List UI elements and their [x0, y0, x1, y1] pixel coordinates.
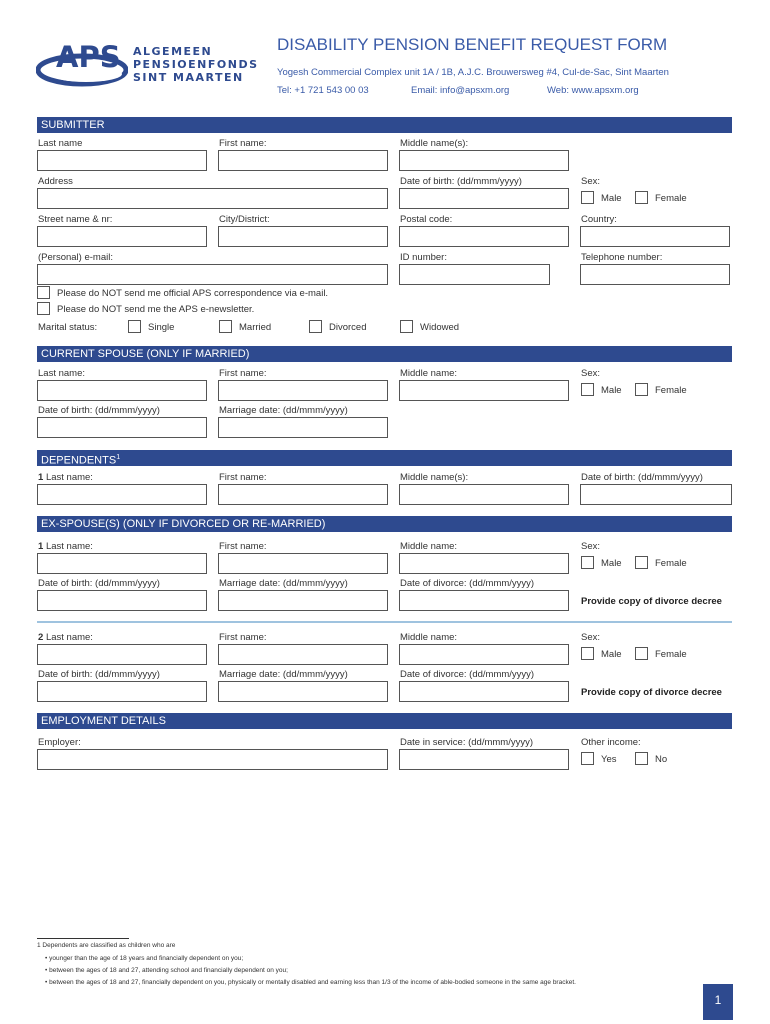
no-newsletter-checkbox[interactable]: [37, 302, 50, 315]
dependent-number: 1: [38, 472, 44, 483]
ex2-male-label: Male: [601, 649, 622, 660]
logo-letters: APS: [56, 40, 121, 74]
dependents-footnote-marker: 1: [116, 454, 121, 461]
submitter-country-label: Country:: [581, 214, 617, 225]
submitter-email-input[interactable]: [37, 264, 388, 285]
ex2-middle-name-input[interactable]: [399, 644, 569, 665]
ex2-dob-label: Date of birth: (dd/mmm/yyyy): [38, 669, 160, 680]
ex2-first-name-label: First name:: [219, 632, 267, 643]
submitter-female-checkbox[interactable]: [635, 191, 648, 204]
org-name: [133, 45, 259, 84]
dependent-first-name-label: First name:: [219, 472, 267, 483]
spouse-middle-name-label: Middle name:: [400, 368, 458, 379]
no-newsletter-label: Please do NOT send me the APS e-newsletter.: [57, 304, 255, 315]
submitter-address-input[interactable]: [37, 188, 388, 209]
dependent-last-name-input[interactable]: [37, 484, 207, 505]
submitter-first-name-input[interactable]: [218, 150, 388, 171]
spouse-last-name-input[interactable]: [37, 380, 207, 401]
ex1-marriage-date-input[interactable]: [218, 590, 388, 611]
ex2-female-label: Female: [655, 649, 687, 660]
section-header-current-spouse: CURRENT SPOUSE (ONLY IF MARRIED): [37, 346, 732, 362]
ex2-divorce-date-input[interactable]: [399, 681, 569, 702]
submitter-middle-names-label: Middle name(s):: [400, 138, 469, 149]
spouse-first-name-input[interactable]: [218, 380, 388, 401]
marital-divorced-label: Divorced: [329, 322, 367, 333]
submitter-street-input[interactable]: [37, 226, 207, 247]
ex1-divorce-date-label: Date of divorce: (dd/mmm/yyyy): [400, 578, 535, 589]
aps-logo: [36, 38, 128, 90]
submitter-address-label: Address: [38, 176, 73, 187]
submitter-email-label: (Personal) e-mail:: [38, 252, 113, 263]
ex2-number: 2: [38, 632, 44, 643]
spouse-female-checkbox[interactable]: [635, 383, 648, 396]
org-telephone: Tel: +1 721 543 00 03: [277, 85, 369, 96]
submitter-telephone-input[interactable]: [580, 264, 730, 285]
ex1-first-name-label: First name:: [219, 541, 267, 552]
submitter-female-label: Female: [655, 193, 687, 204]
dependent-last-name-label: [38, 472, 93, 483]
ex1-divorce-decree-note: Provide copy of divorce decree: [581, 596, 722, 607]
spouse-male-label: Male: [601, 385, 622, 396]
date-in-service-input[interactable]: [399, 749, 569, 770]
page-number-badge: [703, 984, 733, 1020]
submitter-male-checkbox[interactable]: [581, 191, 594, 204]
submitter-city-input[interactable]: [218, 226, 388, 247]
section-header-submitter: SUBMITTER: [37, 117, 732, 133]
submitter-last-name-label: Last name: [38, 138, 83, 149]
org-email[interactable]: Email: info@apsxm.org: [411, 85, 510, 96]
marital-divorced-checkbox[interactable]: [309, 320, 322, 333]
other-income-no-label: No: [655, 754, 668, 765]
ex1-last-name-label: [38, 541, 93, 552]
section-header-employment: EMPLOYMENT DETAILS: [37, 713, 732, 729]
submitter-street-label: Street name & nr:: [38, 214, 113, 225]
submitter-country-input[interactable]: [580, 226, 730, 247]
ex2-sex-label: Sex:: [581, 632, 601, 643]
marital-status-label: Marital status:: [38, 322, 98, 333]
marital-widowed-checkbox[interactable]: [400, 320, 413, 333]
ex1-divorce-date-input[interactable]: [399, 590, 569, 611]
spouse-first-name-label: First name:: [219, 368, 267, 379]
ex1-dob-label: Date of birth: (dd/mmm/yyyy): [38, 578, 160, 589]
footnote-item-2: • between the ages of 18 and 27, attending school and financially dependent on you;: [45, 967, 288, 974]
dependent-middle-names-label: Middle name(s):: [400, 472, 469, 483]
submitter-id-label: ID number:: [400, 252, 447, 263]
ex1-middle-name-label: Middle name:: [400, 541, 458, 552]
submitter-id-input[interactable]: [399, 264, 550, 285]
section-header-ex-spouses: EX-SPOUSE(S) (ONLY IF DIVORCED OR RE-MARRIED): [37, 516, 732, 532]
submitter-first-name-label: First name:: [219, 138, 267, 149]
spouse-marriage-date-label: Marriage date: (dd/mmm/yyyy): [219, 405, 348, 416]
submitter-city-label: City/District:: [219, 214, 270, 225]
org-address: Yogesh Commercial Complex unit 1A / 1B, A.J.C. Brouwersweg #4, Cul-de-Sac, Sint Maarten: [277, 67, 669, 78]
spouse-middle-name-input[interactable]: [399, 380, 569, 401]
ex1-sex-label: Sex:: [581, 541, 601, 552]
footnote-rule: [37, 938, 129, 939]
submitter-last-name-input[interactable]: [37, 150, 207, 171]
ex-spouse-divider: [37, 621, 732, 623]
spouse-marriage-date-input[interactable]: [218, 417, 388, 438]
ex1-male-label: Male: [601, 558, 622, 569]
marital-single-checkbox[interactable]: [128, 320, 141, 333]
ex1-last-name-input[interactable]: [37, 553, 207, 574]
ex1-male-checkbox[interactable]: [581, 556, 594, 569]
marital-widowed-label: Widowed: [420, 322, 460, 333]
ex2-middle-name-label: Middle name:: [400, 632, 458, 643]
dependent-last-name-text: Last name:: [45, 472, 93, 483]
org-website[interactable]: Web: www.apsxm.org: [547, 85, 639, 96]
spouse-last-name-label: Last name:: [38, 368, 85, 379]
employer-input[interactable]: [37, 749, 388, 770]
other-income-yes-label: Yes: [601, 754, 617, 765]
ex2-first-name-input[interactable]: [218, 644, 388, 665]
footnote-item-1-text: younger than the age of 18 years and financially dependent on you;: [49, 955, 244, 962]
submitter-dob-label: Date of birth: (dd/mmm/yyyy): [400, 176, 522, 187]
spouse-dob-label: Date of birth: (dd/mmm/yyyy): [38, 405, 160, 416]
submitter-sex-label: Sex:: [581, 176, 601, 187]
ex2-marriage-date-label: Marriage date: (dd/mmm/yyyy): [219, 669, 348, 680]
other-income-label: Other income:: [581, 737, 641, 748]
ex1-first-name-input[interactable]: [218, 553, 388, 574]
marital-single-label: Single: [148, 322, 175, 333]
ex2-last-name-input[interactable]: [37, 644, 207, 665]
submitter-male-label: Male: [601, 193, 622, 204]
ex1-middle-name-input[interactable]: [399, 553, 569, 574]
footnote-item-2-text: between the ages of 18 and 27, attending school and financially dependent on you;: [49, 967, 288, 974]
org-name-line-1: ALGEMEEN: [133, 45, 213, 58]
other-income-yes-checkbox[interactable]: [581, 752, 594, 765]
employer-label: Employer:: [38, 737, 81, 748]
footnote-item-3-text: between the ages of 18 and 27, financially dependent on you, physically or mentally disabled and earning less than 1/3 of the income of able-bodied someone in the same age bracket.: [49, 979, 576, 986]
section-header-dependents: [37, 450, 732, 466]
marital-married-label: Married: [239, 322, 272, 333]
org-name-line-2: PENSIOENFONDS: [133, 58, 259, 71]
ex2-female-checkbox[interactable]: [635, 647, 648, 660]
ex2-dob-input[interactable]: [37, 681, 207, 702]
footnote-item-1: • younger than the age of 18 years and financially dependent on you;: [45, 955, 244, 962]
spouse-dob-input[interactable]: [37, 417, 207, 438]
ex2-divorce-date-label: Date of divorce: (dd/mmm/yyyy): [400, 669, 535, 680]
submitter-telephone-label: Telephone number:: [581, 252, 663, 263]
submitter-postal-input[interactable]: [399, 226, 569, 247]
date-in-service-label: Date in service: (dd/mmm/yyyy): [400, 737, 534, 748]
ex2-last-name-text: Last name:: [45, 632, 93, 643]
page-number: 1: [714, 993, 722, 1007]
form-title: DISABILITY PENSION BENEFIT REQUEST FORM: [277, 35, 668, 54]
submitter-dob-input[interactable]: [399, 188, 569, 209]
org-name-line-3: SINT MAARTEN: [133, 71, 244, 84]
ex1-dob-input[interactable]: [37, 590, 207, 611]
spouse-sex-label: Sex:: [581, 368, 601, 379]
ex2-divorce-decree-note: Provide copy of divorce decree: [581, 687, 722, 698]
spouse-female-label: Female: [655, 385, 687, 396]
footnote-item-3: • between the ages of 18 and 27, financially dependent on you, physically or mentally disabled and earning less than 1/3 of the income of able-bodied someone in the same age bracket.: [45, 979, 576, 986]
ex2-male-checkbox[interactable]: [581, 647, 594, 660]
marital-married-checkbox[interactable]: [219, 320, 232, 333]
ex1-marriage-date-label: Marriage date: (dd/mmm/yyyy): [219, 578, 348, 589]
submitter-postal-label: Postal code:: [400, 214, 453, 225]
ex1-female-label: Female: [655, 558, 687, 569]
dependent-first-name-input[interactable]: [218, 484, 388, 505]
other-income-no-checkbox[interactable]: [635, 752, 648, 765]
dependent-dob-input[interactable]: [580, 484, 732, 505]
dependents-heading-text: DEPENDENTS: [41, 454, 117, 467]
ex2-marriage-date-input[interactable]: [218, 681, 388, 702]
ex2-last-name-label: [38, 632, 93, 643]
no-email-checkbox[interactable]: [37, 286, 50, 299]
spouse-male-checkbox[interactable]: [581, 383, 594, 396]
footnote-intro: 1 Dependents are classified as children who are: [37, 942, 176, 949]
submitter-middle-names-input[interactable]: [399, 150, 569, 171]
ex1-number: 1: [38, 541, 44, 552]
ex1-female-checkbox[interactable]: [635, 556, 648, 569]
dependent-dob-label: Date of birth: (dd/mmm/yyyy): [581, 472, 703, 483]
no-email-label: Please do NOT send me official APS correspondence via e-mail.: [57, 288, 329, 299]
dependent-middle-names-input[interactable]: [399, 484, 569, 505]
ex1-last-name-text: Last name:: [45, 541, 93, 552]
